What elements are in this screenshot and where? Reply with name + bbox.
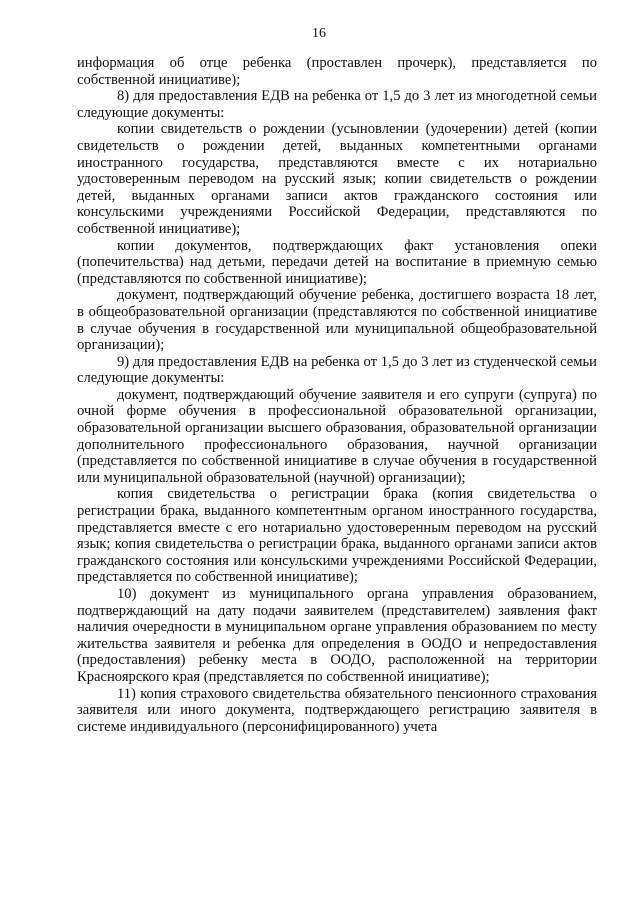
- page-number: 16: [312, 26, 326, 41]
- paragraph-item-11: 11) копия страхового свидетельства обязательного пенсионного страхования заявителя или иного документа, подтверждающего регистрацию заявителя в системе индивидуального (персонифицированного) учета: [77, 685, 597, 735]
- paragraph-child-education: документ, подтверждающий обучение ребенка, достигшего возраста 18 лет, в общеобразовательной организации (представляются по собственной инициативе в случае обучения в государственной или муниципальной общеобразовательной организации);: [77, 287, 597, 354]
- paragraph-continuation: информация об отце ребенка (проставлен прочерк), представляется по собственной инициативе);: [77, 55, 597, 88]
- paragraph-guardianship-documents: копии документов, подтверждающих факт установления опеки (попечительства) над детьми, передачи детей на воспитание в приемную семью (представляются по собственной инициативе);: [77, 237, 597, 287]
- paragraph-item-10: 10) документ из муниципального органа управления образованием, подтверждающий на дату подачи заявителем (представителем) заявления факт наличия очередности в муниципальном органе управления образованием по месту жительства заявителя и ребенка для определения в ООДО и непредоставления (предоставления) ребенку места в ООДО, расположенной на территории Красноярского края (представляется по собственной инициативе);: [77, 586, 597, 685]
- document-body: [77, 55, 597, 735]
- paragraph-student-education: документ, подтверждающий обучение заявителя и его супруги (супруга) по очной форме обучения в профессиональной образовательной организации, образовательной организации высшего образования, образовательной организации дополнительного профессионального образования, научной организации (представляется по собственной инициативе в случае обучения в государственной или муниципальной образовательной (научной) организации);: [77, 386, 597, 486]
- paragraph-birth-certificates: копии свидетельств о рождении (усыновлении (удочерении) детей (копии свидетельств о рождении детей, выданных компетентными органами иностранного государства, представляются вместе с их нотариально удостоверенным переводом на русский язык; копии свидетельств о рождении детей, выданных органами записи актов гражданского состояния или консульскими учреждениями Российской Федерации, представляются по собственной инициативе);: [77, 121, 597, 237]
- paragraph-marriage-certificate: копия свидетельства о регистрации брака (копия свидетельства о регистрации брака, выданного компетентным органом иностранного государства, представляется вместе с его нотариально удостоверенным переводом на русский язык; копия свидетельства о регистрации брака, выданного органами записи актов гражданского состояния или консульскими учреждениями Российской Федерации, представляется по собственной инициативе);: [77, 486, 597, 586]
- paragraph-item-8: 8) для предоставления ЕДВ на ребенка от 1,5 до 3 лет из многодетной семьи следующие документы:: [77, 88, 597, 121]
- paragraph-item-9: 9) для предоставления ЕДВ на ребенка от 1,5 до 3 лет из студенческой семьи следующие документы:: [77, 353, 597, 387]
